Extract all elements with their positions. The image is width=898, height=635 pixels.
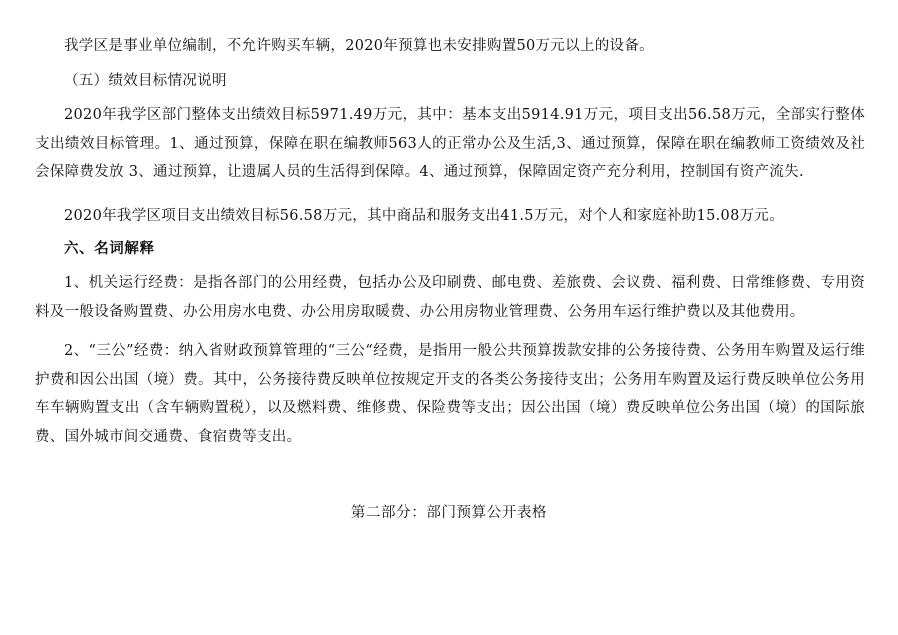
section-6-heading: 六、名词解释 [64,240,155,257]
part-2-title: 第二部分：部门预算公开表格 [350,505,548,521]
paragraph-three-public-expenses: 2、“三公”经费：纳入省财政预算管理的“三公“经费，是指用一般公共预算拨款安排的公务接待费、公务用车购置及运行维护费和因公出国（境）费。其中，公务接待费反映单位按规定开支的各类公务接待支出；公务用车购置及运行费反映单位公务用车车辆购置支出（含车辆购置税），以及燃料费、维修费、保险费等支出；因公出国（境）费反映单位公务出国（境）的国际旅费、国外城市间交通费、食宿费等支出。 [35,343,865,445]
paragraph-project-targets: 2020年我学区项目支出绩效目标56.58万元，其中商品和服务支出41.5万元，对个人和家庭补助15.08万元。 [64,208,785,224]
paragraph-operating-expenses: 1、机关运行经费：是指各部门的公用经费，包括办公及印刷费、邮电费、差旅费、会议费、福利费、日常维修费、专用资料及一般设备购置费、办公用房水电费、办公用房取暖费、办公用房物业管理费、公务用车运行维护费以及其他费用。 [35,275,865,320]
section-5-heading: （五）绩效目标情况说明 [64,73,227,89]
paragraph-performance-targets: 2020年我学区部门整体支出绩效目标5971.49万元，其中：基本支出5914.91万元，项目支出56.58万元，全部实行整体支出绩效目标管理。1、通过预算，保障在职在编教师563人的正常办公及生活,3、通过预算，保障在职在编教师工资绩效及社会保障费发放 3、通过预算，让遗属人员的生活得到保障。4、通过预算，保障固定资产充分利用，控制国有资产流失. [35,107,865,180]
paragraph-vehicle-equipment: 我学区是事业单位编制，不允许购买车辆，2020年预算也未安排购置50万元以上的设备。 [64,38,654,54]
